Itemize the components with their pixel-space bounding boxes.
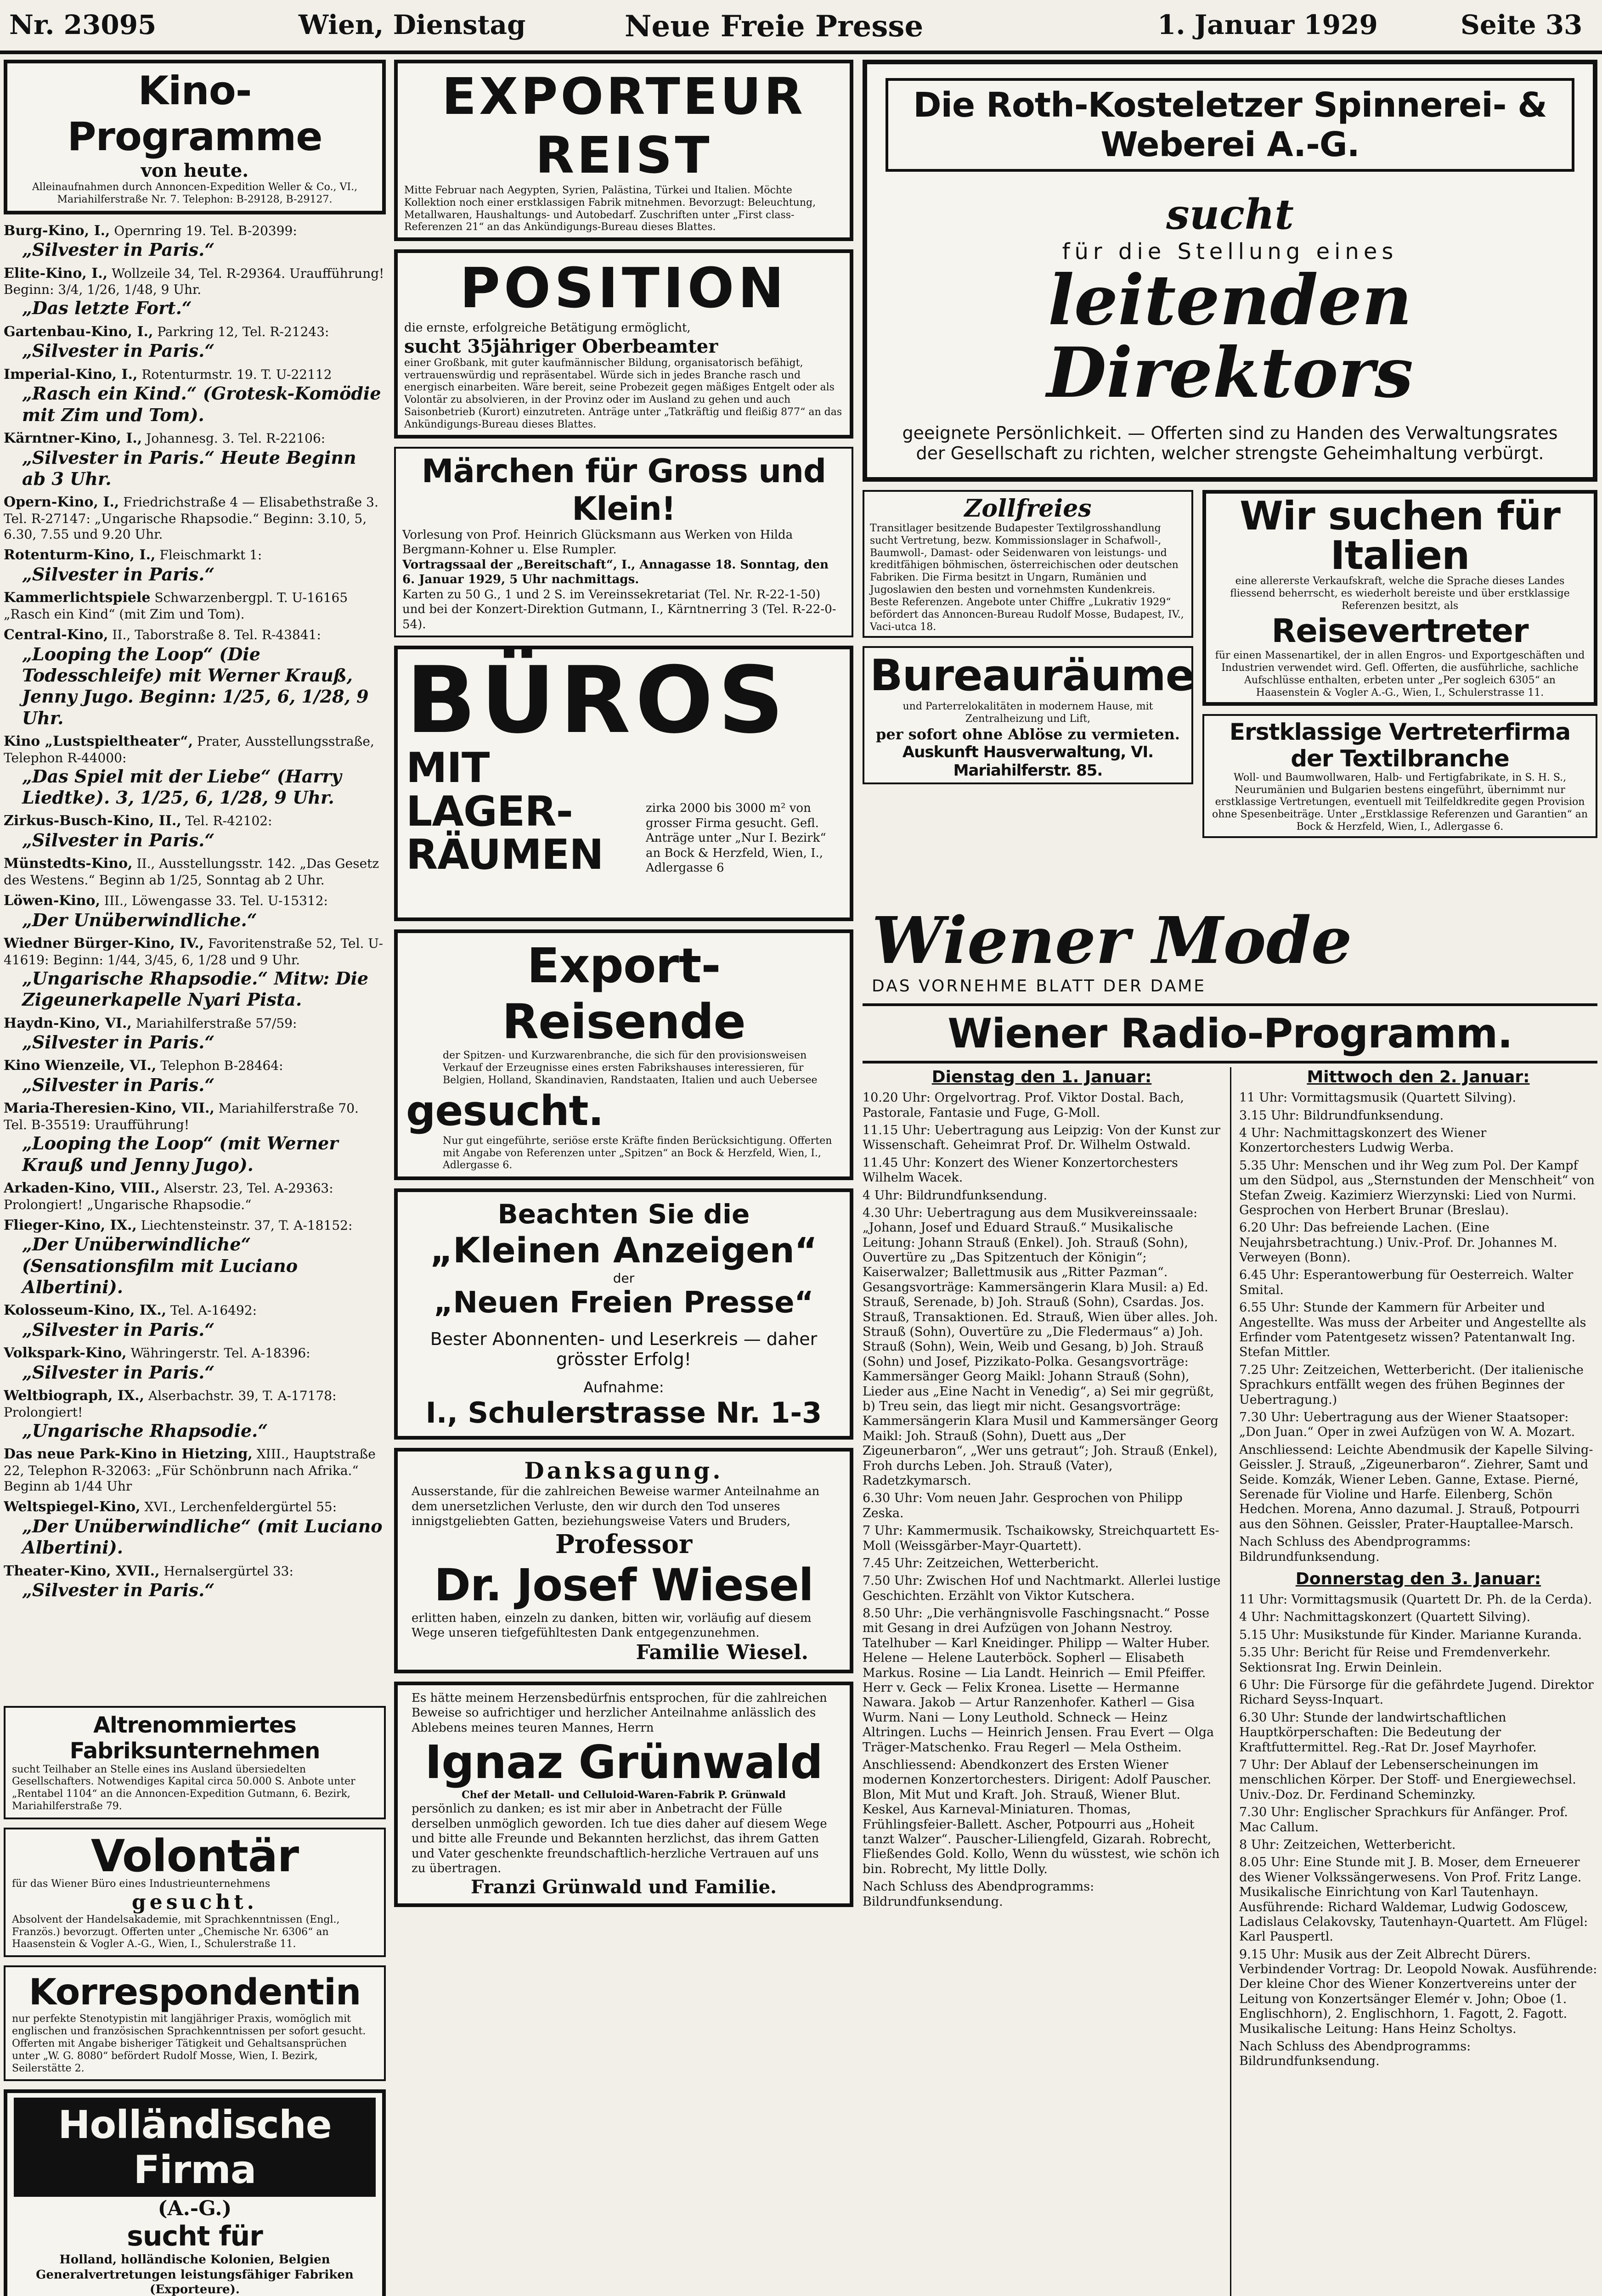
kino-info: Wollzeile 34, Tel. R-29364. Uraufführung! Beginn: 3/4, 1/26, 1/48, 9 Uhr. xyxy=(4,265,384,298)
ad-danksagung-family: Familie Wiesel. xyxy=(636,1640,808,1664)
ad-bureau-title: Bureauräume xyxy=(870,651,1195,701)
kino-info: Friedrichstraße 4 — Elisabethstraße 3. Tel. R-27147: „Ungarische Rhapsodie.“ Beginn: 3.10, 5, 6.30, 7.55 und 9.20 Uhr. xyxy=(4,495,378,542)
kino-item xyxy=(4,1499,386,1558)
radio-entry: Nach Schluss des Abendprogramms: Bildrundfunksendung. xyxy=(863,1880,1094,1909)
kino-item xyxy=(4,1217,386,1298)
ad-exportreisende-sought: gesucht. xyxy=(406,1086,604,1135)
ad-roth-direktors: Direktors xyxy=(1046,332,1414,413)
issue-number: Nr. 23095 xyxy=(9,9,157,40)
radio-entry: 7.30 Uhr: Uebertragung aus der Wiener Staatsoper: „Don Juan.“ Oper in zwei Aufzügen von W. A. Mozart. xyxy=(1239,1410,1575,1440)
kino-item xyxy=(4,1446,386,1494)
ad-zollfreies-text: Transitlager besitzende Budapester Textilgrosshandlung sucht Vertretung, bezw. Kommissionslager in Schafwoll-, Baumwoll-, Damast- oder Seidenwaren von leistungs- und kreditfähigen böhmischen, österreichischen oder deutschen Fabriken. Die Firma besitzt in Ungarn, Rumänien und Jugoslawien den besten und vornehmsten Kundenkreis. Beste Referenzen. Angebote unter Chiffre „Lukrativ 1929“ befördert das Annoncen-Bureau Rudolf Mosse, Budapest, IV., Vaci-utca 18. xyxy=(870,523,1184,633)
kino-film: „Silvester in Paris.“ Heute Beginn ab 3 Uhr. xyxy=(22,447,356,489)
kino-name: Weltspiegel-Kino, xyxy=(4,1499,141,1515)
ad-danksagung-name: Dr. Josef Wiesel xyxy=(434,1559,813,1611)
radio-entry: 5.35 Uhr: Bericht für Reise und Fremdenverkehr. Sektionsrat Ing. Erwin Deinlein. xyxy=(1239,1645,1551,1675)
kino-film: „Silvester in Paris.“ xyxy=(22,563,215,585)
ad-danksagung-prof: Professor xyxy=(555,1529,693,1559)
issue-date: 1. Januar 1929 xyxy=(1157,9,1378,40)
ad-gruenwald-role: Chef der Metall- und Celluloid-Waren-Fabrik P. Grünwald xyxy=(462,1789,786,1801)
kino-name: Münstedts-Kino, xyxy=(4,855,133,872)
ad-kleine-line4: Bester Abonnenten- und Leserkreis — daher grösster Erfolg! xyxy=(430,1329,818,1370)
radio-entry: 4 Uhr: Nachmittagskonzert des Wiener Konzertorchesters Ludwig Werba. xyxy=(1239,1125,1487,1155)
ad-exportreisende xyxy=(394,929,853,1180)
kino-name: Das neue Park-Kino in Hietzing, xyxy=(4,1446,253,1463)
ad-kleine-line2: „Kleinen Anzeigen“ xyxy=(430,1230,818,1271)
ad-bueros-raeumen: RÄUMEN xyxy=(406,831,604,879)
radio-entry: 4 Uhr: Bildrundfunksendung. xyxy=(863,1188,1048,1203)
kino-info: Hernalsergürtel 33: xyxy=(164,1563,293,1579)
radio-entry: 7 Uhr: Kammermusik. Tschaikowsky, Streichquartett Es-Moll (Weissgärber-Mayr-Quartett). xyxy=(863,1524,1219,1553)
ad-gruenwald-text1: Es hätte meinem Herzensbedürfnis entsprochen, für die zahlreichen Beweise so aufrichtiger und herzlicher Anteilnahme anlässlich des Ablebens meines teuren Mannes, Herrn xyxy=(412,1691,827,1735)
kino-info: Opernring 19. Tel. B-20399: xyxy=(114,223,297,238)
radio-entry: 6.55 Uhr: Stunde der Kammern für Arbeiter und Angestellte. Was muss der Arbeiter und Angestellte als Erfinder vom Patentgesetz wissen? Patentanwalt Ing. Stefan Mittler. xyxy=(1239,1300,1586,1360)
kino-item xyxy=(4,547,386,585)
kino-info: Alserbachstr. 39, T. A-17178: Prolongiert! xyxy=(4,1388,337,1420)
ad-kleine-address: I., Schulerstrasse Nr. 1-3 xyxy=(425,1396,822,1430)
kino-item xyxy=(4,223,386,261)
ad-roth-kosteletz xyxy=(863,60,1597,482)
radio-entry: 7 Uhr: Der Ablauf der Lebenserscheinungen im menschlichen Körper. Der Stoff- und Energiewechsel. Univ.-Doz. Dr. Ferdinand Scheminzky. xyxy=(1239,1758,1576,1802)
kino-item xyxy=(4,366,386,426)
ad-gruenwald-text2: persönlich zu danken; es ist mir aber in Anbetracht der Fülle derselben unmöglich geworden. Ich tue dies daher auf diesem Wege und bitte alle Freunde und Bekannten herzlichst, das ihrem Gatten und Vater geschenkte freundschaftlich-herzliche Vertrauen auf uns zu übertragen. xyxy=(412,1802,827,1876)
kino-film: „Das letzte Fort.“ xyxy=(22,298,192,319)
ad-roth-text: geeignete Persönlichkeit. — Offerten sind zu Handen des Verwaltungsrates der Gesellschaft zu richten, welcher strengste Geheimhaltung verbürgt. xyxy=(902,423,1558,463)
kino-info: Tel. R-42102: xyxy=(185,813,272,829)
ad-zollfreies-title: Zollfreies xyxy=(964,495,1092,523)
kino-item xyxy=(4,1302,386,1340)
kino-item xyxy=(4,590,386,622)
ad-korrespondentin-title: Korrespondentin xyxy=(28,1972,361,2014)
radio-entry: 6.30 Uhr: Stunde der landwirtschaftlichen Hauptkörperschaften: Die Bedeutung der Kraftfuttermittel. Reg.-Rat Dr. Josef Mayrhofer. xyxy=(1239,1710,1537,1755)
kino-film: „Looping the Loop“ (mit Werner Krauß und Jenny Jugo). xyxy=(22,1133,338,1175)
kino-film: „Das Spiel mit der Liebe“ (Harry Liedtke). 3, 1/25, 6, 1/28, 9 Uhr. xyxy=(22,765,342,808)
kino-name: Haydn-Kino, VI., xyxy=(4,1015,132,1031)
ad-bueros-lager: LAGER- xyxy=(406,787,573,836)
kino-item xyxy=(4,1180,386,1213)
kino-film: „Rasch ein Kind.“ (Grotesk-Komödie mit Zim und Tom). xyxy=(22,383,381,425)
kino-film: „Silvester in Paris.“ xyxy=(22,340,215,361)
ad-danksagung-text1: Ausserstande, für die zahlreichen Beweise warmer Anteilnahme an dem unersetzlichen Verluste, den wir durch den Tod unseres innigstgeliebten Gatten, beziehungsweise Vaters und Bruders, xyxy=(412,1485,820,1529)
kino-item xyxy=(4,893,386,931)
kino-info: Liechtensteinstr. 37, T. A-18152: xyxy=(141,1217,353,1233)
kino-info: Prater, Ausstellungsstraße, Telephon R-44000: xyxy=(4,733,374,765)
radio-entry: 7.30 Uhr: Englischer Sprachkurs für Anfänger. Prof. Mac Callum. xyxy=(1239,1805,1568,1835)
kino-item xyxy=(4,1058,386,1096)
kino-name: Burg-Kino, I., xyxy=(4,222,110,239)
city-day: Wien, Dienstag xyxy=(299,9,526,40)
ad-danksagung-title: Danksagung. xyxy=(524,1457,723,1485)
ad-exporteur xyxy=(394,60,853,241)
ad-volontaer-text: Absolvent der Handelsakademie, mit Sprachkenntnissen (Engl., Französ.) bevorzugt. Offerten unter „Chemische Nr. 6306“ an Haasenstein & Vogler A.-G., Wien, I., Schulerstraße 11. xyxy=(12,1913,340,1950)
kino-film: „Looping the Loop“ (Die Todesschleife) mit Werner Krauß, Jenny Jugo. Beginn: 1/25, 6, 1/28, 9 Uhr. xyxy=(22,643,369,728)
ad-italien-text2: für einen Massenartikel, der in allen Engros- und Exportgeschäften und Industrien verwendet wird. Gefl. Offerten, die ausführliche, sachliche Aufschlüsse enthalten, erbeten unter „Per sogleich 6305“ an Haasenstein & Vogler A.-G., Wien, I., Schulerstrasse 11. xyxy=(1215,650,1585,698)
ad-roth-leitenden: leitenden xyxy=(1048,260,1412,341)
ad-kleine-line1: Beachten Sie die xyxy=(497,1199,750,1230)
kino-item xyxy=(4,1015,386,1053)
page-header xyxy=(0,0,1602,54)
radio-program xyxy=(863,1067,1597,2296)
radio-entry: 7.45 Uhr: Zeitzeichen, Wetterbericht. xyxy=(863,1556,1099,1570)
radio-entry: Nach Schluss des Abendprogramms: Bildrundfunksendung. xyxy=(1239,1535,1471,1564)
ad-position-line1: die ernste, erfolgreiche Betätigung ermöglicht, xyxy=(404,321,691,335)
radio-entry: 10.20 Uhr: Orgelvortrag. Prof. Viktor Dostal. Bach, Pastorale, Fantasie und Fuge, G-Moll. xyxy=(863,1091,1184,1120)
ad-kleine-anzeigen xyxy=(394,1188,853,1440)
kino-info: II., Taborstraße 8. Tel. R-43841: xyxy=(112,627,321,642)
ad-italien xyxy=(1202,490,1597,706)
kino-item xyxy=(4,1388,386,1441)
ad-gruenwald-name: Ignaz Grünwald xyxy=(425,1735,823,1790)
kino-name: Gartenbau-Kino, I., xyxy=(4,323,153,340)
ad-hollaendisch xyxy=(4,2089,386,2296)
kino-name: Kolosseum-Kino, IX., xyxy=(4,1302,167,1319)
kino-film: „Der Unüberwindliche.“ xyxy=(22,909,257,930)
ad-roth-firm: Die Roth-Kosteletzer Spinnerei- & Weberei A.-G. xyxy=(913,85,1547,164)
ad-bueros xyxy=(394,646,853,921)
kino-film: „Silvester in Paris.“ xyxy=(22,239,215,260)
ad-bueros-title: BÜROS xyxy=(406,647,789,754)
kino-header xyxy=(4,60,386,214)
ad-textil-text: Woll- und Baumwollwaren, Halb- und Fertigfabrikate, in S. H. S., Neurumänien und Bulgarien bestens eingeführt, übernimmt nur erstklassige Vertretungen, eventuell mit Teilfeldkredite gegen Provision ohne Spesenbeiträge. Unter „Erstklassige Referenzen und Garantien“ an Bock & Herzfeld, Wien, I., Adlergasse 6. xyxy=(1212,771,1588,833)
kino-item xyxy=(4,855,386,888)
ad-exportreisende-text: der Spitzen- und Kurzwarenbranche, die sich für den provisionsweisen Verkauf der Erzeugnisse eines ersten Fabrikshauses interessieren, für Belgien, Holland, Skandinavien, Randstaaten, Italien und auch Uebersee xyxy=(443,1050,818,1086)
ad-mode-title: Wiener Mode xyxy=(872,903,1352,979)
radio-col-wednesday xyxy=(1239,1067,1597,2072)
kino-info: Johannesg. 3. Tel. R-22106: xyxy=(146,430,326,446)
kino-name: Theater-Kino, XVII., xyxy=(4,1563,160,1579)
radio-entry: Anschliessend: Leichte Abendmusik der Kapelle Silving-Geissler. J. Strauß, „Zigeunerbaron“. Ziehrer, Samt und Seide. Komzák, Wiener Leben. Ganne, Extase. Pierné, Serenade für Violine und Harfe. Eilenberg, Schön Hedchen. Morena, Anno dazumal. J. Strauß, Potpourri aus den Söhnen. Geissler, Prater-Hauptallee-Marsch. xyxy=(1239,1442,1593,1531)
radio-entry: 6.20 Uhr: Das befreiende Lachen. (Eine Neujahrsbetrachtung.) Univ.-Prof. Dr. Johannes M. Verweyen (Bonn). xyxy=(1239,1221,1557,1265)
ad-maerchen xyxy=(394,447,853,638)
kino-name: Kammerlichtspiele xyxy=(4,590,151,606)
ad-bureau-bold: per sofort ohne Ablöse zu vermieten. xyxy=(876,726,1180,743)
ad-bureau-text: und Parterrelokalitäten in modernem Hause, mit Zentralheizung und Lift, xyxy=(903,701,1153,725)
kino-info: Währingerstr. Tel. A-18396: xyxy=(130,1345,310,1361)
ad-position-text: einer Großbank, mit guter kaufmännischer Bildung, organisatorisch befähigt, vertrauenswürdig und repräsentabel. Würde sich in jedes Branche rasch und energisch einarbeiten. Wäre bereit, seine Probezeit gegen mäßiges Entgelt oder als Volontär zu absolvieren, in der Provinz oder im Ausland zu gehen und auch Saisonbetrieb (Kurort) einzutreten. Anträge unter „Tatkräftig und fleißig 877“ an das Ankündigungs-Bureau dieses Blattes. xyxy=(404,357,842,430)
ad-position-title: POSITION xyxy=(460,257,788,321)
kino-info: Fleischmarkt 1: xyxy=(159,547,262,563)
ad-position-line2: sucht 35jähriger Oberbeamter xyxy=(404,335,718,357)
kino-name: Löwen-Kino, xyxy=(4,893,101,909)
kino-item xyxy=(4,627,386,729)
radio-day1-list xyxy=(863,1091,1221,1909)
ad-italien-title: Wir suchen für Italien xyxy=(1240,493,1560,579)
kino-info: Alserstr. 23, Tel. A-29363: Prolongiert! „Ungarische Rhapsodie.“ xyxy=(4,1180,333,1212)
ad-hollaendisch-title: Holländische Firma xyxy=(58,2102,332,2193)
ad-fabrik-text: sucht Teilhaber an Stelle eines ins Ausland übersiedelten Gesellschafters. Notwendiges Kapital circa 50.000 S. Anbote unter „Rentabel 1104“ an die Annoncen-Expedition Gutmann, 6. Bezirk, Mariahilferstraße 79. xyxy=(12,1763,355,1812)
radio-entry: 7.25 Uhr: Zeitzeichen, Wetterbericht. (Der italienische Sprachkurs entfällt wegen des frühen Beginnes der Uebertragung.) xyxy=(1239,1362,1584,1407)
ad-korrespondentin xyxy=(4,1965,386,2081)
kino-name: Elite-Kino, I., xyxy=(4,265,108,281)
radio-entry: Nach Schluss des Abendprogramms: Bildrundfunksendung. xyxy=(1239,2039,1471,2069)
kino-info: Rotenturmstr. 19. T. U-22112 xyxy=(141,366,332,382)
ad-bureau-contact: Auskunft Hausverwaltung, VI. Mariahilferstr. 85. xyxy=(902,743,1154,780)
ad-maerchen-tickets: Karten zu 50 G., 1 und 2 S. im Vereinssekretariat (Tel. Nr. R-22-1-50) und bei der Konzert-Direktion Gutmann, I., Kärntnerring 3 (Tel. R-22-0-54). xyxy=(402,587,836,631)
ad-mode-sub: DAS VORNEHME BLATT DER DAME xyxy=(872,977,1206,996)
ad-hollaendisch-text: Holland, holländische Kolonien, Belgien Generalvertretungen leistungsfähiger Fabriken (Exporteure). xyxy=(36,2253,354,2296)
ad-maerchen-when: Vortragssaal der „Bereitschaft“, I., Annagasse 18. Sonntag, den 6. Januar 1929, 5 Uhr nachmittags. xyxy=(402,557,829,587)
column-middle xyxy=(394,60,853,1915)
kino-item xyxy=(4,1563,386,1601)
radio-entry: 9.15 Uhr: Musik aus der Zeit Albrecht Dürers. Verbindender Vortrag: Dr. Leopold Nowak. Ausführende: Der kleine Chor des Wiener Konzertvereins unter der Leitung von Konzertsänger Elemér v. John; Oboe (1. Englischhorn), 2. Englischhorn, 1. Fagott, 2. Fagott. Musikalische Leitung: Hans Heinz Scholtys. xyxy=(1239,1947,1597,2036)
radio-entry: 8.05 Uhr: Eine Stunde mit J. B. Moser, dem Erneuerer des Wiener Volkssängerwesens. Von Prof. Fritz Lange. Musikalische Einrichtung von Karl Tautenhayn. Ausführende: Richard Waldemar, Ludwig Godoscew, Ladislaus Celakovsky, Tautenhayn-Quartett. Am Flügel: Karl Pauspertl. xyxy=(1239,1855,1588,1944)
ad-gruenwald-sign: Franzi Grünwald und Familie. xyxy=(471,1876,777,1898)
ad-bueros-text: zirka 2000 bis 3000 m² von grosser Firma gesucht. Gefl. Anträge unter „Nur I. Bezirk“ an Bock & Herzfeld, Wien, I., Adlergasse 6 xyxy=(646,801,826,875)
kino-item xyxy=(4,813,386,851)
ad-hollaendisch-wants: sucht für xyxy=(127,2220,263,2253)
radio-day3-heading: Donnerstag den 3. Januar: xyxy=(1295,1569,1541,1588)
kino-item xyxy=(4,1100,386,1175)
radio-col-tuesday xyxy=(863,1067,1221,1912)
radio-day2-list xyxy=(1239,1091,1597,1564)
kino-item xyxy=(4,494,386,542)
kino-info: XVI., Lerchenfeldergürtel 55: xyxy=(144,1499,337,1515)
kino-name: Rotenturm-Kino, I., xyxy=(4,547,156,563)
ad-exportreisende-title: Export-Reisende xyxy=(502,938,745,1050)
ad-danksagung xyxy=(394,1448,853,1673)
kino-name: Central-Kino, xyxy=(4,626,108,643)
kino-name: Flieger-Kino, IX., xyxy=(4,1217,137,1233)
radio-entry: 11.45 Uhr: Konzert des Wiener Konzertorchesters Wilhelm Wacek. xyxy=(863,1155,1178,1185)
kino-name: Kino Wienzeile, VI., xyxy=(4,1058,157,1074)
kino-item xyxy=(4,430,386,490)
ad-fabrik xyxy=(4,1706,386,1819)
radio-entry: 6.30 Uhr: Vom neuen Jahr. Gesprochen von Philipp Zeska. xyxy=(863,1491,1183,1520)
kino-film: „Der Unüberwindliche“ (mit Luciano Albertini). xyxy=(22,1515,383,1558)
ad-fabrik-title: Altrenommiertes Fabriksunternehmen xyxy=(69,1712,320,1764)
column-right xyxy=(863,60,1597,2296)
kino-name: Kino „Lustspieltheater“, xyxy=(4,733,193,749)
kino-item xyxy=(4,265,386,319)
ad-textil-title: Erstklassige Vertreterfirma der Textilbranche xyxy=(1229,718,1571,772)
ad-wiener-mode xyxy=(863,903,1597,1000)
masthead: Neue Freie Presse xyxy=(625,9,924,44)
ad-roth-sucht: sucht xyxy=(1166,190,1294,239)
kino-name: Kärntner-Kino, I., xyxy=(4,430,142,446)
radio-day2-heading: Mittwoch den 2. Januar: xyxy=(1307,1068,1530,1086)
kino-info: III., Löwengasse 33. Tel. U-15312: xyxy=(104,893,328,909)
radio-entry: 5.15 Uhr: Musikstunde für Kinder. Marianne Kuranda. xyxy=(1239,1627,1582,1642)
kino-name: Zirkus-Busch-Kino, II., xyxy=(4,813,181,829)
ad-exportreisende-fine: Nur gut eingeführte, seriöse erste Kräfte finden Berücksichtigung. Offerten mit Angabe von Referenzen unter „Spitzen“ an Bock & Herzfeld, Wien, I., Adlergasse 6. xyxy=(443,1135,832,1171)
kino-film: „Ungarische Rhapsodie.“ Mitw: Die Zigeunerkapelle Nyari Pista. xyxy=(22,968,369,1010)
ad-textil xyxy=(1202,714,1597,838)
ad-gruenwald xyxy=(394,1682,853,1907)
page-number: Seite 33 xyxy=(1461,9,1583,40)
kino-info: Favoritenstraße 52, Tel. U-41619: Beginn: 1/44, 3/45, 6, 1/28 und 9 Uhr. xyxy=(4,936,383,968)
ad-volontaer-line: für das Wiener Büro eines Industrieunternehmens xyxy=(12,1878,271,1890)
ad-kleine-aufnahme: Aufnahme: xyxy=(583,1379,664,1396)
kino-film: „Der Unüberwindliche“ (Sensationsfilm mit Luciano Albertini). xyxy=(22,1234,298,1297)
ad-bureauraeume xyxy=(863,646,1193,784)
kino-info: XIII., Hauptstraße 22, Telephon R-32063: „Für Schönbrunn nach Afrika.“ Beginn ab 1/44 Uhr xyxy=(4,1446,376,1494)
ad-kleine-der: der xyxy=(613,1271,635,1286)
kino-item xyxy=(4,1345,386,1383)
ad-italien-role: Reisevertreter xyxy=(1271,612,1529,650)
radio-entry: Anschliessend: Abendkonzert des Ersten Wiener modernen Konzertorchesters. Dirigent: Adolf Pauscher. Blon, Mit Mut und Kraft. Joh. Strauß, Wiener Blut. Keskel, Aus Karneval-Miniaturen. Thomas, Frühlingsfeier-Ballett. Ascher, Potpourri aus „Hoheit tanzt Walzer“. Pauscher-Liliengfeld, Gizarah. Robrecht, Fließendes Gold. Kollo, Wenn du wüsstest, wie schön ich bin. Robrecht, My little Dolly. xyxy=(863,1757,1220,1876)
kino-film: „Silvester in Paris.“ xyxy=(22,1075,215,1096)
radio-title: Wiener Radio-Programm. xyxy=(948,1010,1512,1057)
kino-item xyxy=(4,324,386,362)
kino-info: Telephon B-28464: xyxy=(160,1058,283,1074)
kino-item xyxy=(4,935,386,1010)
kino-info: Mariahilferstraße 57/59: xyxy=(135,1015,297,1031)
kino-info: II., Ausstellungsstr. 142. „Das Gesetz des Westens.“ Beginn ab 1/25, Sonntag ab 2 Uhr. xyxy=(4,856,379,888)
ad-volontaer-sought: gesucht. xyxy=(132,1890,258,1914)
small-ads-block xyxy=(863,490,1597,903)
ad-hollaendisch-sub: (A.-G.) xyxy=(158,2197,232,2221)
kino-info: Mariahilferstraße 70. Tel. B-35519: Uraufführung! xyxy=(4,1101,359,1133)
ad-exporteur-text: Mitte Februar nach Aegypten, Syrien, Palästina, Türkei und Italien. Möchte Kollektion noch einer erstklassigen Fabrik mitnehmen. Bevorzugt: Beleuchtung, Metallwaren, Haushaltungs- und Autobedarf. Zuschriften unter „First class-Referenzen 21“ an das Ankündigungs-Bureau dieses Blattes. xyxy=(404,185,816,233)
radio-day1-heading: Dienstag den 1. Januar: xyxy=(931,1068,1152,1086)
kino-film: „Silvester in Paris.“ xyxy=(22,1362,215,1383)
kino-film: „Silvester in Paris.“ xyxy=(22,1319,215,1340)
radio-entry: 4 Uhr: Nachmittagskonzert (Quartett Silving). xyxy=(1239,1610,1531,1625)
ad-volontaer xyxy=(4,1828,386,1957)
kino-subtitle: von heute. xyxy=(141,160,249,181)
kino-item xyxy=(4,733,386,808)
radio-entry: 4.30 Uhr: Uebertragung aus dem Musikvereinssaale: „Johann, Josef und Eduard Strauß.“ Musikalische Leitung: Johann Strauß (Enkel). Joh. Strauß (Sohn), Ouvertüre zu „Das Spitzentuch der Königin“; Kaiserwalzer; Ballettmusik aus „Ritter Pazman“. Gesangsvorträge: Kammersängerin Klara Musil: a) Ed. Strauß, Serenade, b) Joh. Strauß (Sohn), Csardas. Jos. Strauß, Transaktionen. Ed. Strauß, Wien über alles. Joh. Strauß (Sohn), Ouvertüre zu „Die Fledermaus“ a) Joh. Strauß (Sohn), Wein, Weib und Gesang, b) Joh. Strauß (Sohn) und Josef, Pizzikato-Polka. Gesangsvorträge: Kammersänger Georg Maikl: Johann Strauß (Sohn), Lieder aus „Eine Nacht in Venedig“, a) Sei mir gegrüßt, b) Treu sein, das liegt mir nicht. Gesangsvorträge: Kammersängerin Klara Musil und Kammersänger Georg Maikl: Joh. Strauß (Sohn), Duett aus „Der Zigeunerbaron“, „Wer uns getraut“; Joh. Strauß (Enkel), Froh durchs Leben. Joh. Strauß (Vater), Radetzkymarsch. xyxy=(863,1205,1218,1488)
radio-entry: 3.15 Uhr: Bildrundfunksendung. xyxy=(1239,1108,1444,1123)
kino-name: Volkspark-Kino, xyxy=(4,1345,127,1362)
ad-position xyxy=(394,249,853,438)
radio-entry: 7.50 Uhr: Zwischen Hof und Nachtmarkt. Allerlei lustige Geschichten. Erzählt von Viktor Kutschera. xyxy=(863,1574,1221,1603)
kino-film: „Silvester in Paris.“ xyxy=(22,1032,215,1053)
ad-maerchen-title: Märchen für Gross und Klein! xyxy=(421,452,826,528)
radio-day3-list xyxy=(1239,1593,1597,2069)
kino-info: Schwarzenbergpl. T. U-16165 „Rasch ein Kind“ (mit Zim und Tom). xyxy=(4,590,348,622)
kino-name: Imperial-Kino, I., xyxy=(4,366,138,383)
kino-title: Kino-Programme xyxy=(67,68,322,160)
ad-bueros-mit: MIT xyxy=(406,744,490,793)
radio-entry: 8 Uhr: Zeitzeichen, Wetterbericht. xyxy=(1239,1837,1456,1852)
radio-entry: 11 Uhr: Vormittagsmusik (Quartett Silving). xyxy=(1239,1091,1517,1105)
kino-name: Opern-Kino, I., xyxy=(4,494,119,511)
ad-korrespondentin-text: nur perfekte Stenotypistin mit langjähriger Praxis, womöglich mit englischen und französischen Sprachkenntnissen per sofort gesucht. Offerten mit Angabe bisheriger Tätigkeit und Gehaltsansprüchen unter „W. G. 8080“ befördert Rudolf Mosse, Wien, I. Bezirk, Seilerstätte 2. xyxy=(12,2013,366,2074)
ad-kleine-line3: „Neuen Freien Presse“ xyxy=(434,1286,814,1320)
radio-entry: 8.50 Uhr: „Die verhängnisvolle Faschingsnacht.“ Posse mit Gesang in drei Aufzügen von Johann Nestroy. Tatelhuber — Karl Kneidinger. Philipp — Walter Huber. Helene — Helene Lauterböck. Sopherl — Elisabeth Markus. Rosine — Lia Landt. Heinrich — Emil Pfeiffer. Herr v. Geck — Felix Kronea. Lisette — Hermanne Nawara. Jakob — Artur Ranzenhofer. Katherl — Gisa Wurm. Nani — Lony Leuthold. Schneck — Heinz Altringen. Luchs — Heinrich Jensen. Frau Evert — Olga Träger-Matschenko. Frau Regerl — Mela Ostheim. xyxy=(863,1606,1214,1755)
kino-name: Wiedner Bürger-Kino, IV., xyxy=(4,935,204,952)
ad-danksagung-text2: erlitten haben, einzeln zu danken, bitten wir, vorläufig auf diesem Wege unseren tiefgefühltesten Dank entgegenzunehmen. xyxy=(412,1611,812,1640)
ad-italien-text: eine allererste Verkaufskraft, welche die Sprache dieses Landes fliessend beherrscht, es wiederholt bereiste und über erstklassige Referenzen besitzt, als xyxy=(1230,575,1570,612)
kino-list xyxy=(4,223,386,1706)
radio-entry: 6.45 Uhr: Esperantowerbung für Oesterreich. Walter Smital. xyxy=(1239,1268,1574,1297)
ad-maerchen-lecture: Vorlesung von Prof. Heinrich Glücksmann aus Werken von Hilda Bergmann-Kohner u. Else Rumpler. xyxy=(402,528,793,557)
column-left xyxy=(4,60,386,2296)
radio-entry: 11.15 Uhr: Uebertragung aus Leipzig: Von der Kunst zur Wissenschaft. Geheimrat Prof. Dr. Wilhelm Ostwald. xyxy=(863,1123,1221,1153)
kino-agency: Alleinaufnahmen durch Annoncen-Expedition Weller & Co., VI., Mariahilferstraße Nr. 7. Telephon: B-29128, B-29127. xyxy=(32,181,358,205)
kino-film: „Ungarische Rhapsodie.“ xyxy=(22,1420,268,1441)
ad-zollfreies xyxy=(863,490,1193,638)
kino-name: Weltbiograph, IX., xyxy=(4,1388,145,1404)
kino-info: Tel. A-16492: xyxy=(170,1303,257,1318)
ad-roth-fuer: für die Stellung eines xyxy=(1062,239,1398,264)
kino-name: Maria-Theresien-Kino, VII., xyxy=(4,1100,214,1117)
ad-volontaer-title: Volontär xyxy=(90,1830,299,1882)
kino-info: Parkring 12, Tel. R-21243: xyxy=(157,324,329,339)
kino-film: „Silvester in Paris.“ xyxy=(22,830,215,850)
kino-film: „Silvester in Paris.“ xyxy=(22,1580,215,1601)
radio-entry: 5.35 Uhr: Menschen und ihr Weg zum Pol. Der Kampf um den Südpol, aus „Sternstunden der Menschheit“ von Stefan Zweig. Kazimierz Wierzynski: Lied von Nurmi. Gesprochen von Herbert Brunar (Breslau). xyxy=(1239,1158,1595,1217)
kino-name: Arkaden-Kino, VIII., xyxy=(4,1180,160,1196)
ad-exporteur-title: EXPORTEUR REIST xyxy=(441,67,806,185)
radio-entry: 11 Uhr: Vormittagsmusik (Quartett Dr. Ph. de la Cerda). xyxy=(1239,1593,1592,1607)
radio-entry: 6 Uhr: Die Fürsorge für die gefährdete Jugend. Direktor Richard Seyss-Inquart. xyxy=(1239,1678,1594,1707)
